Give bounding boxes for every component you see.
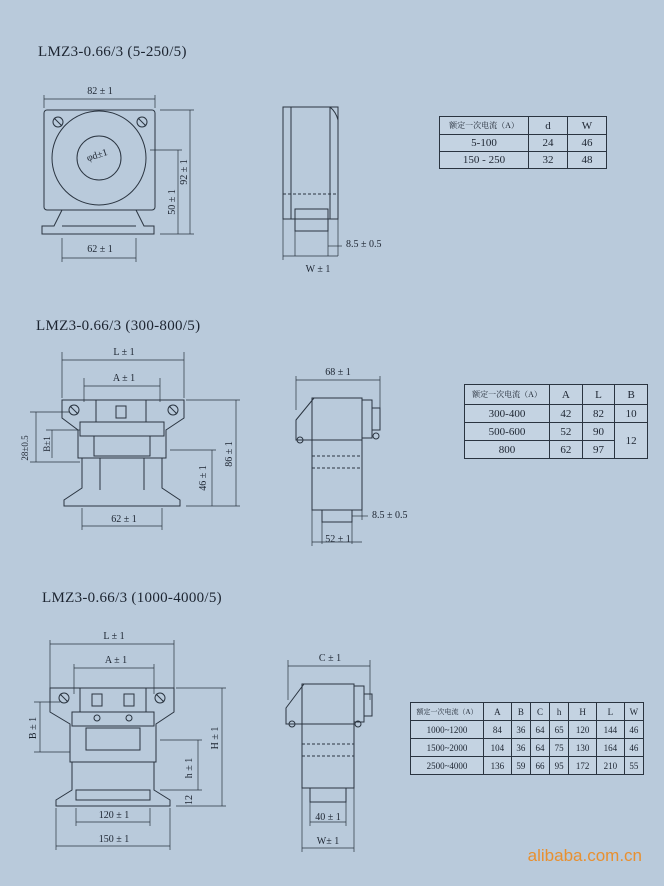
dim-C: C ± 1 — [318, 653, 342, 664]
table-row — [411, 739, 644, 757]
table3-header-h: h — [550, 703, 569, 721]
drawing-2-front — [20, 347, 240, 530]
dim-8-5-b: 8.5 ± 0.5 — [372, 510, 408, 521]
table-row — [440, 135, 607, 152]
dim-40: 40 ± 1 — [315, 812, 341, 823]
table2-header-L: L — [582, 385, 615, 405]
dim-92: 92 ± 1 — [179, 159, 190, 185]
table3-header-A: A — [484, 703, 512, 721]
table-cell: 144 — [597, 721, 625, 739]
table-cell: 32 — [529, 152, 568, 169]
table-cell: 24 — [529, 135, 568, 152]
dim-8-5: 8.5 ± 0.5 — [346, 239, 382, 250]
table2-header-current: 额定一次电流（A） — [465, 385, 550, 405]
table-cell: 46 — [624, 739, 643, 757]
table-cell: 46 — [624, 721, 643, 739]
dim-52: 52 ± 1 — [325, 534, 351, 545]
spec-table-1 — [439, 116, 607, 169]
table-cell: 12 — [615, 423, 648, 459]
spec-table-2 — [464, 384, 648, 459]
table-cell: 36 — [511, 739, 530, 757]
table-cell: 52 — [550, 423, 583, 441]
drawing-1-side — [283, 107, 382, 275]
table-cell: 95 — [550, 757, 569, 775]
table-cell: 104 — [484, 739, 512, 757]
table-cell: 10 — [615, 405, 648, 423]
table-cell: 500-600 — [465, 423, 550, 441]
table-cell: 62 — [550, 441, 583, 459]
table-cell: 46 — [568, 135, 607, 152]
dim-W-3: W± 1 — [316, 836, 340, 847]
dim-12: 12 — [184, 795, 195, 805]
table2-header-A: A — [550, 385, 583, 405]
dim-B-3: B ± 1 — [28, 716, 39, 740]
table2-header-B: B — [615, 385, 648, 405]
dim-H: H ± 1 — [210, 726, 221, 750]
table1-header-d: d — [529, 117, 568, 135]
table-cell: 1000~1200 — [411, 721, 484, 739]
dim-A-3: A ± 1 — [104, 655, 128, 666]
table-cell: 136 — [484, 757, 512, 775]
table-cell: 90 — [582, 423, 615, 441]
dim-46: 46 ± 1 — [198, 465, 209, 491]
drawing-1-front — [42, 86, 194, 262]
table-cell: 164 — [597, 739, 625, 757]
table-row — [411, 757, 644, 775]
dim-62: 62 ± 1 — [87, 244, 113, 255]
table-cell: 210 — [597, 757, 625, 775]
dim-68: 68 ± 1 — [325, 367, 351, 378]
drawing-3-side — [286, 653, 372, 852]
dim-150: 150 ± 1 — [98, 834, 130, 845]
table3-header-W: W — [624, 703, 643, 721]
section-title-2: LMZ3-0.66/3 (300-800/5) — [36, 318, 201, 334]
table-row — [465, 423, 648, 441]
table-cell: 97 — [582, 441, 615, 459]
dim-W: W ± 1 — [305, 264, 331, 275]
table-cell: 1500~2000 — [411, 739, 484, 757]
dim-A: A ± 1 — [112, 373, 136, 384]
table3-header-L: L — [597, 703, 625, 721]
dim-phi-d: φd±1 — [85, 147, 110, 165]
section-title-1: LMZ3-0.66/3 (5-250/5) — [38, 44, 187, 60]
watermark: alibaba.com.cn — [527, 846, 642, 865]
table-cell: 75 — [550, 739, 569, 757]
table-cell: 55 — [624, 757, 643, 775]
drawing-2-side — [296, 367, 408, 546]
dim-L-3: L ± 1 — [103, 631, 125, 642]
table-cell: 64 — [530, 739, 549, 757]
dim-62-b: 62 ± 1 — [111, 514, 137, 525]
dim-50: 50 ± 1 — [167, 189, 178, 215]
table-row — [411, 721, 644, 739]
table3-header-current: 额定一次电流（A） — [411, 703, 484, 721]
table-cell: 800 — [465, 441, 550, 459]
drawing-3-front — [28, 631, 226, 850]
dim-B: B±1 — [42, 436, 52, 452]
table-row — [465, 405, 648, 423]
table-cell: 300-400 — [465, 405, 550, 423]
table-cell: 64 — [530, 721, 549, 739]
spec-table-3 — [410, 702, 644, 775]
table3-header-C: C — [530, 703, 549, 721]
table-cell: 130 — [569, 739, 597, 757]
dim-120: 120 ± 1 — [98, 810, 130, 821]
table-cell: 84 — [484, 721, 512, 739]
dim-L: L ± 1 — [113, 347, 135, 358]
table-cell: 65 — [550, 721, 569, 739]
table-cell: 36 — [511, 721, 530, 739]
table1-header-W: W — [568, 117, 607, 135]
table-cell: 42 — [550, 405, 583, 423]
table-row — [440, 152, 607, 169]
dim-28: 28±0.5 — [20, 435, 30, 461]
table3-header-B: B — [511, 703, 530, 721]
table-cell: 59 — [511, 757, 530, 775]
table-cell: 172 — [569, 757, 597, 775]
table-cell: 2500~4000 — [411, 757, 484, 775]
table3-header-H: H — [569, 703, 597, 721]
table-cell: 82 — [582, 405, 615, 423]
table-cell: 66 — [530, 757, 549, 775]
section-title-3: LMZ3-0.66/3 (1000-4000/5) — [42, 590, 222, 606]
table1-header-current: 额定一次电流（A） — [440, 117, 529, 135]
table-cell: 150 - 250 — [440, 152, 529, 169]
dim-82: 82 ± 1 — [87, 86, 113, 97]
dim-h: h ± 1 — [184, 757, 195, 779]
table-cell: 5-100 — [440, 135, 529, 152]
table-cell: 48 — [568, 152, 607, 169]
dim-86: 86 ± 1 — [224, 441, 235, 467]
table-cell: 120 — [569, 721, 597, 739]
